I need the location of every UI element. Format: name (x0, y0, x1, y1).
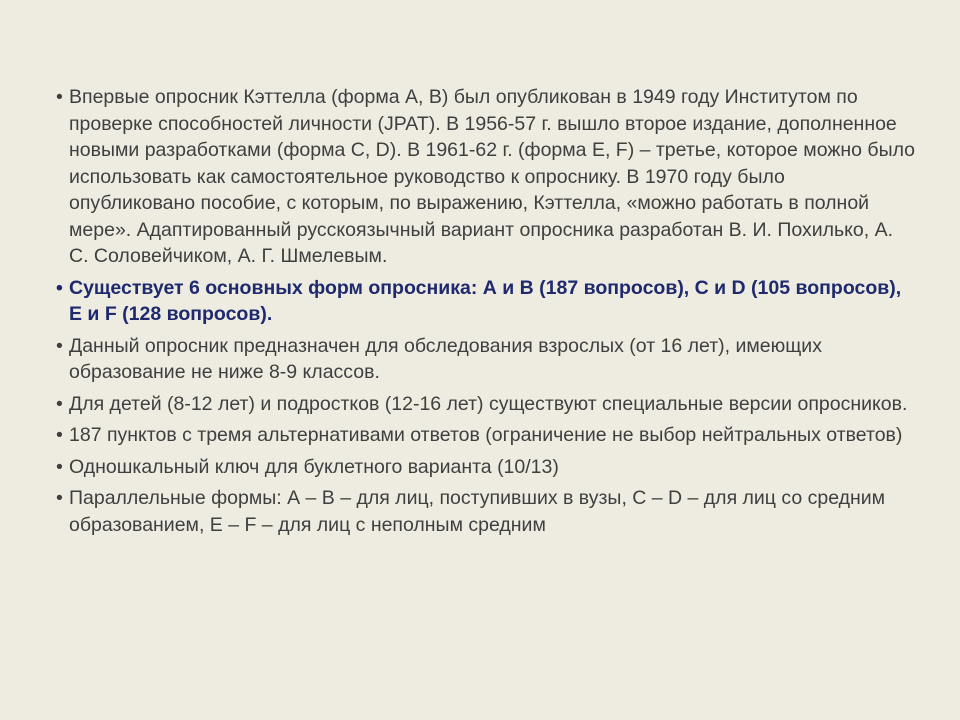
bullet-forms-count (56, 275, 916, 328)
bullet-target-adults (56, 333, 916, 386)
bullet-parallel-forms (56, 485, 916, 538)
bullet-marker: • (56, 424, 63, 446)
bullet-marker: • (56, 334, 63, 357)
bullet-text: Данный опросник предназначен для обследования взрослых (от 16 лет), имеющих образование не ниже 8-9 классов. (69, 334, 822, 383)
bullet-children-versions (56, 391, 916, 418)
bullet-marker: • (56, 276, 63, 299)
bullet-marker: • (56, 455, 63, 478)
bullet-marker: • (56, 392, 63, 415)
bullet-list (56, 84, 916, 543)
bullet-text: Параллельные формы: А – В – для лиц, поступивших в вузы, С – D – для лиц со средним образованием, E – F – для лиц с неполным средним (69, 487, 886, 536)
bullet-marker: • (56, 86, 63, 108)
bullet-items-alternatives (56, 422, 916, 449)
bullet-text: Одношкальный ключ для буклетного варианта (10/13) (69, 455, 559, 478)
bullet-marker: • (56, 487, 63, 509)
bullet-text: Впервые опросник Кэттелла (форма А, В) был опубликован в 1949 году Институтом по проверке способностей личности (JPAT). В 1956-57 г. вышло второе издание, дополненное новыми разработками (форма С, D). В 1961-62 г. (форма E, F) – третье, которое можно было использовать как самостоятельное руководство к опроснику. В 1970 году было опубликовано пособие, с которым, по выражению, Кэттелла, «можно работать в полной мере». Адаптированный русскоязычный вариант опросника разработан В. И. Похилько, А. С. Соловейчиком, А. Г. Шмелевым. (69, 86, 916, 267)
bullet-text: Существует 6 основных форм опросника: А и В (187 вопросов), С и D (105 вопросов), E и F (128 вопросов). (69, 276, 902, 325)
bullet-history (56, 84, 916, 270)
bullet-single-scale-key (56, 454, 916, 481)
bullet-text: Для детей (8-12 лет) и подростков (12-16 лет) существуют специальные версии опросников. (69, 392, 908, 415)
bullet-text: 187 пунктов с тремя альтернативами ответов (ограничение не выбор нейтральных ответов) (69, 424, 903, 446)
